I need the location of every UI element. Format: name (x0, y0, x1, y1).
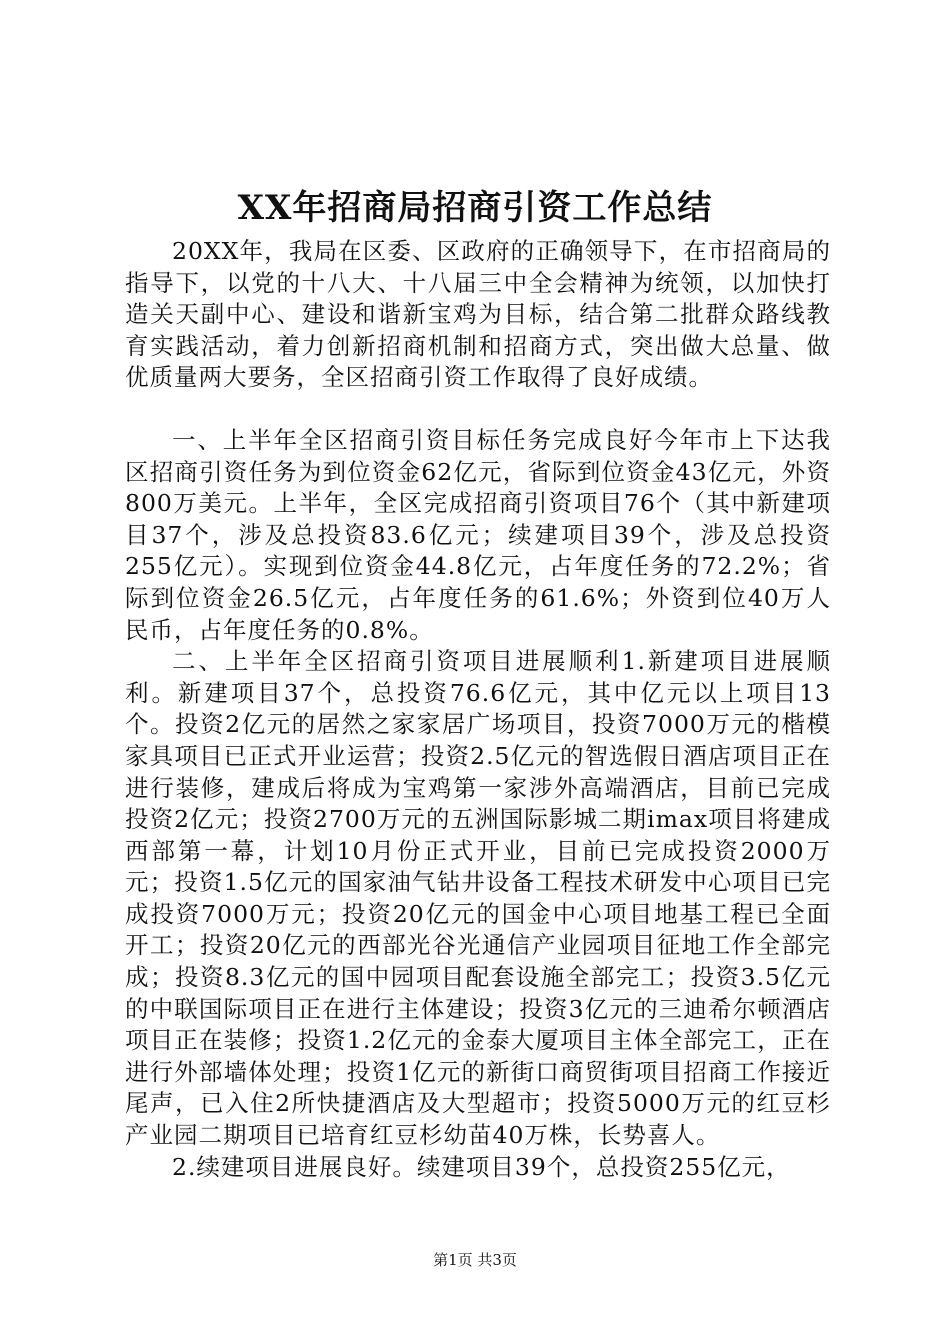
document-title: XX年招商局招商引资工作总结 (237, 188, 713, 228)
paragraph-section-1: 一、上半年全区招商引资目标任务完成良好今年市上下达我区招商引资任务为到位资金62亿元，省际到位资金43亿元，外资800万美元。上半年，全区完成招商引资项目76个（其中新建项目37个，涉及总投资83.6亿元；续建项目39个，涉及总投资255亿元）。实现到位资金44.8亿元，占年度任务的72.2%；省际到位资金26.5亿元，占年度任务的61.6%；外资到位40万人民币，占年度任务的0.8%。 (125, 425, 831, 644)
document-body (125, 236, 831, 1183)
page-footer: 第1页 共3页 (433, 1251, 517, 1269)
paragraph-intro: 20XX年，我局在区委、区政府的正确领导下，在市招商局的指导下，以党的十八大、十八届三中全会精神为统领，以加快打造关天副中心、建设和谐新宝鸡为目标，结合第二批群众路线教育实践活动，着力创新招商机制和招商方式，突出做大总量、做优质量两大要务，全区招商引资工作取得了良好成绩。 (125, 237, 831, 392)
paragraph-section-2-continued: 2.续建项目进展良好。续建项目39个，总投资255亿元， (172, 1152, 791, 1181)
paragraph-section-2: 二、上半年全区招商引资项目进展顺利1.新建项目进展顺利。新建项目37个，总投资76.6亿元，其中亿元以上项目13个。投资2亿元的居然之家家居广场项目，投资7000万元的楷模家具项目已正式开业运营；投资2.5亿元的智选假日酒店项目正在进行装修，建成后将成为宝鸡第一家涉外高端酒店，目前已完成投资2亿元；投资2700万元的五洲国际影城二期imax项目将建成西部第一幕，计划10月份正式开业，目前已完成投资2000万元；投资1.5亿元的国家油气钻井设备工程技术研发中心项目已完成投资7000万元；投资20亿元的国金中心项目地基工程已全面开工；投资20亿元的西部光谷光通信产业园项目征地工作全部完成；投资8.3亿元的国中园项目配套设施全部完工；投资3.5亿元的中联国际项目正在进行主体建设；投资3亿元的三迪希尔顿酒店项目正在装修；投资1.2亿元的金泰大厦项目主体全部完工，正在进行外部墙体处理；投资1亿元的新街口商贸街项目招商工作接近尾声，已入住2所快捷酒店及大型超市；投资5000万元的红豆杉产业园二期项目已培育红豆杉幼苗40万株，长势喜人。 (125, 647, 831, 1150)
